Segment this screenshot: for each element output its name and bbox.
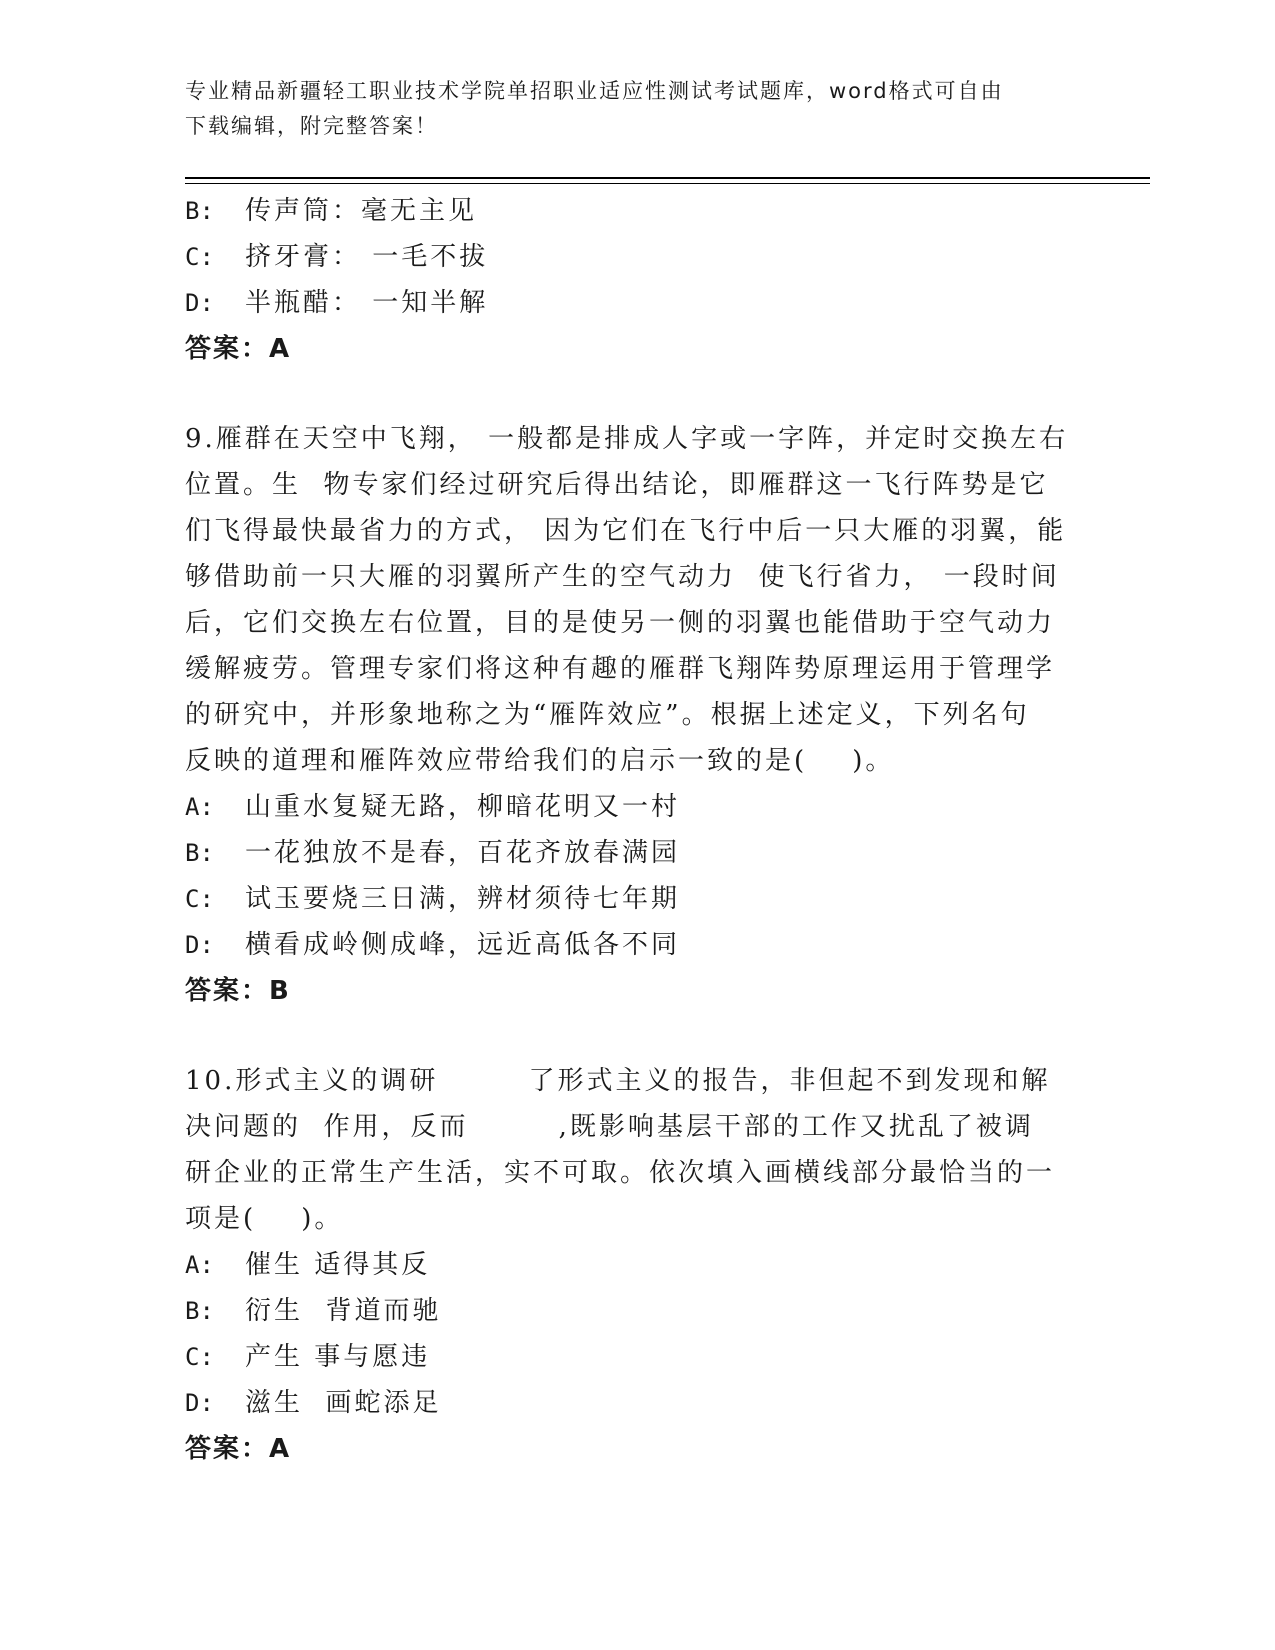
option-letter: B: [185,1297,214,1325]
option-c [185,1334,1085,1380]
header-rule-thin [185,183,1150,184]
spacer [185,372,1085,416]
answer-line: 答案：A [185,334,292,364]
option-letter: C: [185,1343,214,1371]
option-letter: C: [185,885,214,913]
option-text: 产生 事与愿违 [245,1342,431,1372]
question-text-line: 的研究中，并形象地称之为“雁阵效应”。根据上述定义，下列名句 [185,700,1030,730]
document-body [185,188,1085,1472]
question-9 [185,416,1085,1014]
option-letter: D: [185,931,214,959]
question-text-line: 9.雁群在天空中飞翔， 一般都是排成人字或一字阵，并定时交换左右 [185,424,1069,454]
question-text-line: 够借助前一只大雁的羽翼所产生的空气动力 使飞行省力， 一段时间 [185,562,1060,592]
question-text-line: 决问题的 作用，反而 ,既影响基层干部的工作又扰乱了被调 [185,1112,1034,1142]
option-b [185,188,1085,234]
question-text-line: 研企业的正常生产生活，实不可取。依次填入画横线部分最恰当的一 [185,1158,1056,1188]
spacer [185,1014,1085,1058]
header-line-2: 下载编辑，附完整答案！ [185,114,438,138]
question-text-line: 位置。生 物专家们经过研究后得出结论，即雁群这一飞行阵势是它 [185,470,1049,500]
header-line-1: 专业精品新疆轻工职业技术学院单招职业适应性测试考试题库，word格式可自由 [185,79,1004,103]
option-letter: A: [185,1251,214,1279]
header-rule-thick [185,177,1150,179]
option-d [185,1380,1085,1426]
document-header [185,74,1065,144]
option-text: 挤牙膏： 一毛不拔 [245,242,489,272]
option-text: 横看成岭侧成峰，远近高低各不同 [245,930,681,960]
option-text: 一花独放不是春，百花齐放春满园 [245,838,681,868]
option-text: 传声筒：毫无主见 [245,196,478,226]
option-text: 催生 适得其反 [245,1250,431,1280]
question-text-line: 项是( )。 [185,1204,344,1234]
question-10 [185,1058,1085,1472]
option-letter: B: [185,839,214,867]
option-text: 半瓶醋： 一知半解 [245,288,489,318]
option-text: 滋生 画蛇添足 [245,1388,442,1418]
option-letter: B: [185,197,214,225]
option-b [185,1288,1085,1334]
option-c [185,234,1085,280]
option-d [185,280,1085,326]
option-text: 山重水复疑无路，柳暗花明又一村 [245,792,681,822]
answer-line: 答案：A [185,1434,292,1464]
question-8-tail [185,188,1085,372]
answer-line: 答案：B [185,976,291,1006]
option-letter: C: [185,243,214,271]
option-text: 衍生 背道而驰 [245,1296,442,1326]
question-text-line: 们飞得最快最省力的方式， 因为它们在飞行中后一只大雁的羽翼，能 [185,516,1067,546]
option-letter: D: [185,289,214,317]
question-text-line: 10.形式主义的调研 了形式主义的报告，非但起不到发现和解 [185,1066,1051,1096]
option-a [185,1242,1085,1288]
option-letter: D: [185,1389,214,1417]
option-letter: A: [185,793,214,821]
option-a [185,784,1085,830]
question-text-line: 缓解疲劳。管理专家们将这种有趣的雁群飞翔阵势原理运用于管理学 [185,654,1056,684]
option-c [185,876,1085,922]
question-text-line: 后，它们交换左右位置，目的是使另一侧的羽翼也能借助于空气动力 [185,608,1056,638]
option-d [185,922,1085,968]
question-text-line: 反映的道理和雁阵效应带给我们的启示一致的是( )。 [185,746,895,776]
option-text: 试玉要烧三日满，辨材须待七年期 [245,884,681,914]
option-b [185,830,1085,876]
